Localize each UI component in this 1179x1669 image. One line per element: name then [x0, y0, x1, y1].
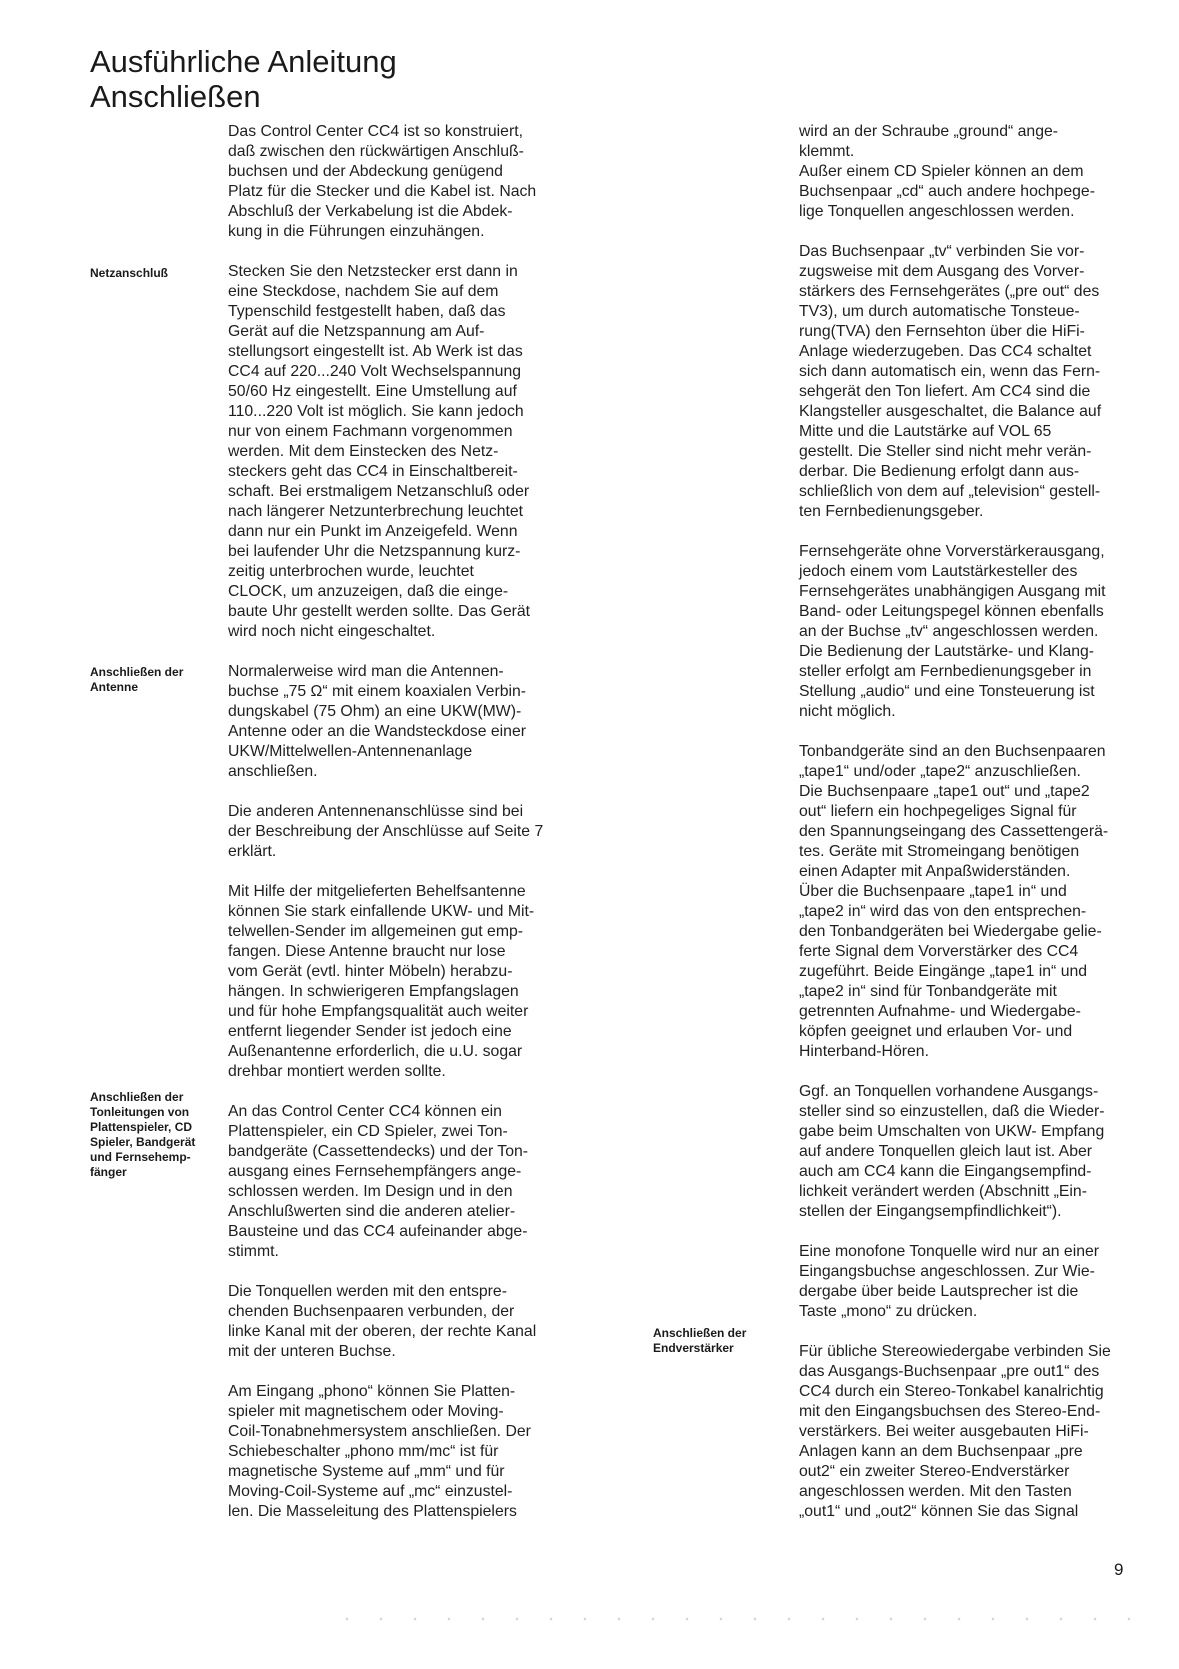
text-line: Bausteine und das CC4 aufeinander abge- [228, 1223, 528, 1240]
right-text-column [799, 122, 1129, 1542]
text-line: nicht möglich. [799, 703, 896, 720]
text-line: Tonbandgeräte sind an den Buchsenpaaren [799, 743, 1106, 760]
paragraph [228, 1282, 568, 1362]
text-line: Eingangsbuchse angeschlossen. Zur Wie- [799, 1263, 1095, 1280]
side-label-tonleitungen [90, 1090, 220, 1180]
text-line: Taste „mono“ zu drücken. [799, 1303, 978, 1320]
text-line: spieler mit magnetischem oder Moving- [228, 1403, 504, 1420]
text-line: Für übliche Stereowiedergabe verbinden Sie [799, 1343, 1111, 1360]
paragraph [799, 542, 1129, 722]
text-line: steller erfolgt am Fernbedienungsgeber in [799, 663, 1092, 680]
paragraph [228, 802, 568, 862]
text-line: Mitte und die Lautstärke auf VOL 65 [799, 423, 1052, 440]
paragraph [228, 1382, 568, 1522]
text-line: dungskabel (75 Ohm) an eine UKW(MW)- [228, 703, 522, 720]
text-line: Fernsehgeräte ohne Vorverstärkerausgang, [799, 543, 1105, 560]
side-label-line: Anschließen der [653, 1326, 747, 1340]
text-line: nach längerer Netzunterbrechung leuchtet [228, 503, 524, 520]
text-line: Die anderen Antennenanschlüsse sind bei [228, 803, 524, 820]
text-line: anschließen. [228, 763, 318, 780]
paragraph [228, 122, 568, 242]
text-line: gabe beim Umschalten von UKW- Empfang [799, 1123, 1105, 1140]
text-line: schlossen werden. Im Design und in den [228, 1183, 513, 1200]
left-text-column [228, 122, 568, 1542]
text-line: bandgeräte (Cassettendecks) und der Ton- [228, 1143, 529, 1160]
side-label-line: Anschließen der [90, 665, 184, 679]
text-line: Anlage wiederzugeben. Das CC4 schaltet [799, 343, 1092, 360]
text-line: Buchsenpaar „cd“ auch andere hochpege- [799, 183, 1095, 200]
text-line: linke Kanal mit der oberen, der rechte Kanal [228, 1323, 537, 1340]
text-line: schließlich von dem auf „television“ gestell- [799, 483, 1101, 500]
text-line: daß zwischen den rückwärtigen Anschluß- [228, 143, 524, 160]
text-line: steller sind so einzustellen, daß die Wieder- [799, 1103, 1105, 1120]
text-line: stärkers des Fernsehgerätes („pre out“ des [799, 283, 1100, 300]
text-line: 110...220 Volt ist möglich. Sie kann jedoch [228, 403, 524, 420]
text-line: Normalerweise wird man die Antennen- [228, 663, 504, 680]
text-line: lichkeit verändert werden (Abschnitt „Ein- [799, 1183, 1087, 1200]
text-line: Eine monofone Tonquelle wird nur an einer [799, 1243, 1100, 1260]
text-line: dergabe über beide Lautsprecher ist die [799, 1283, 1079, 1300]
side-label-line: Spieler, Bandgerät [90, 1135, 196, 1149]
side-label-line: und Fernsehemp- [90, 1150, 191, 1164]
title-line-2: Anschließen [90, 79, 261, 114]
text-line: magnetische Systeme auf „mm“ und für [228, 1463, 505, 1480]
text-line: nur von einem Fachmann vorgenommen [228, 423, 513, 440]
paragraph [799, 1082, 1129, 1222]
text-line: Gerät auf die Netzspannung am Auf- [228, 323, 485, 340]
text-line: Außer einem CD Spieler können an dem [799, 163, 1084, 180]
text-line: bei laufender Uhr die Netzspannung kurz- [228, 543, 521, 560]
text-line: wird an der Schraube „ground“ ange- [799, 123, 1059, 140]
text-line: Anlagen kann an dem Buchsenpaar „pre [799, 1443, 1083, 1460]
paragraph [228, 662, 568, 782]
text-line: CC4 auf 220...240 Volt Wechselspannung [228, 363, 522, 380]
text-line: „out1“ und „out2“ können Sie das Signal [799, 1503, 1079, 1520]
text-line: telwellen-Sender im allgemeinen gut emp- [228, 923, 524, 940]
text-line: einen Adapter mit Anpaßwiderständen. [799, 863, 1071, 880]
side-label-endverstaerker [653, 1326, 783, 1356]
text-line: auf andere Tonquellen gleich laut ist. Aber [799, 1143, 1093, 1160]
text-line: mit den Eingangsbuchsen des Stereo-End- [799, 1403, 1101, 1420]
text-line: wird noch nicht eingeschaltet. [228, 623, 436, 640]
side-label-line: Tonleitungen von [90, 1105, 190, 1119]
text-line: Typenschild festgestellt haben, daß das [228, 303, 506, 320]
text-line: gestellt. Die Steller sind nicht mehr verän- [799, 443, 1092, 460]
text-line: TV3), um durch automatische Tonsteue- [799, 303, 1080, 320]
text-line: Außenantenne erforderlich, die u.U. sogar [228, 1043, 523, 1060]
text-line: entfernt liegender Sender ist jedoch eine [228, 1023, 512, 1040]
text-line: baute Uhr gestellt werden sollte. Das Gerät [228, 603, 531, 620]
text-line: sich dann automatisch ein, wenn das Fern- [799, 363, 1101, 380]
text-line: hängen. In schwierigeren Empfangslagen [228, 983, 519, 1000]
text-line: derbar. Die Bedienung erfolgt dann aus- [799, 463, 1080, 480]
side-label-line: fänger [90, 1165, 127, 1179]
text-line: Abschluß der Verkabelung ist die Abdek- [228, 203, 513, 220]
text-line: getrennten Aufnahme- und Wiedergabe- [799, 1003, 1081, 1020]
text-line: UKW/Mittelwellen-Antennenanlage [228, 743, 473, 760]
text-line: An das Control Center CC4 können ein [228, 1103, 502, 1120]
text-line: der Beschreibung der Anschlüsse auf Seite 7 [228, 823, 544, 840]
paragraph [799, 242, 1129, 522]
text-line: an der Buchse „tv“ angeschlossen werden. [799, 623, 1099, 640]
side-label-netzanschluss [90, 266, 220, 281]
text-line: schaft. Bei erstmaligem Netzanschluß oder [228, 483, 530, 500]
text-line: „tape2 in“ wird das von den entsprechen- [799, 903, 1087, 920]
paragraph [799, 122, 1129, 222]
text-line: len. Die Masseleitung des Plattenspielers [228, 1503, 517, 1520]
text-line: und für hohe Empfangsqualität auch weiter [228, 1003, 529, 1020]
text-line: werden. Mit dem Einstecken des Netz- [228, 443, 499, 460]
text-line: mit der unteren Buchse. [228, 1343, 396, 1360]
paragraph [228, 882, 568, 1082]
text-line: „tape2 in“ sind für Tonbandgeräte mit [799, 983, 1057, 1000]
paragraph [799, 742, 1129, 1062]
text-line: klemmt. [799, 143, 855, 160]
text-line: Schiebeschalter „phono mm/mc“ ist für [228, 1443, 499, 1460]
text-line: Die Tonquellen werden mit den entspre- [228, 1283, 507, 1300]
text-line: Plattenspieler, ein CD Spieler, zwei Ton- [228, 1123, 508, 1140]
text-line: Anschlußwerten sind die anderen atelier- [228, 1203, 516, 1220]
text-line: auch am CC4 kann die Eingangsempfind- [799, 1163, 1092, 1180]
text-line: köpfen geeignet und erlauben Vor- und [799, 1023, 1073, 1040]
text-line: rung(TVA) den Fernsehton über die HiFi- [799, 323, 1085, 340]
text-line: erklärt. [228, 843, 277, 860]
text-line: Ggf. an Tonquellen vorhandene Ausgangs- [799, 1083, 1099, 1100]
text-line: Coil-Tonabnehmersystem anschließen. Der [228, 1423, 531, 1440]
text-line: stimmt. [228, 1243, 279, 1260]
text-line: Über die Buchsenpaare „tape1 in“ und [799, 883, 1067, 900]
text-line: vom Gerät (evtl. hinter Möbeln) herabzu- [228, 963, 513, 980]
paragraph [228, 1102, 568, 1262]
text-line: drehbar montiert werden sollte. [228, 1063, 446, 1080]
text-line: buchse „75 Ω“ mit einem koaxialen Verbin- [228, 683, 527, 700]
text-line: out“ liefern ein hochpegeliges Signal für [799, 803, 1077, 820]
side-label-line: Antenne [90, 680, 138, 694]
text-line: tes. Geräte mit Stromeingang benötigen [799, 843, 1080, 860]
text-line: chenden Buchsenpaaren verbunden, der [228, 1303, 515, 1320]
text-line: Die Bedienung der Lautstärke- und Klang- [799, 643, 1095, 660]
side-label-antenne [90, 665, 220, 695]
text-line: „tape1“ und/oder „tape2“ anzuschließen. [799, 763, 1081, 780]
text-line: CC4 durch ein Stereo-Tonkabel kanalrichtig [799, 1383, 1104, 1400]
text-line: Das Control Center CC4 ist so konstruiert, [228, 123, 523, 140]
text-line: Stellung „audio“ und eine Tonsteuerung ist [799, 683, 1095, 700]
text-line: zugeführt. Beide Eingänge „tape1 in“ und [799, 963, 1088, 980]
text-line: zugsweise mit dem Ausgang des Vorver- [799, 263, 1085, 280]
text-line: CLOCK, um anzuzeigen, daß die einge- [228, 583, 509, 600]
text-line: Band- oder Leitungspegel können ebenfalls [799, 603, 1104, 620]
text-line: verstärkers. Bei weiter ausgebauten HiFi- [799, 1423, 1089, 1440]
text-line: sehgerät den Ton liefert. Am CC4 sind die [799, 383, 1091, 400]
page-number: 9 [1114, 1560, 1124, 1579]
text-line: Mit Hilfe der mitgelieferten Behelfsantenne [228, 883, 526, 900]
text-line: Platz für die Stecker und die Kabel ist. Nach [228, 183, 537, 200]
text-line: stellen der Eingangsempfindlichkeit“). [799, 1203, 1062, 1220]
text-line: fangen. Diese Antenne braucht nur lose [228, 943, 506, 960]
text-line: 50/60 Hz eingestellt. Eine Umstellung auf [228, 383, 517, 400]
text-line: Antenne oder an die Wandsteckdose einer [228, 723, 526, 740]
text-line: Hinterband-Hören. [799, 1043, 929, 1060]
text-line: Fernsehgerätes unabhängigen Ausgang mit [799, 583, 1106, 600]
text-line: ausgang eines Fernsehempfängers ange- [228, 1163, 522, 1180]
paragraph [799, 1342, 1129, 1522]
scan-artifact-dots [330, 1617, 1150, 1621]
text-line: Am Eingang „phono“ können Sie Platten- [228, 1383, 516, 1400]
paragraph [799, 1242, 1129, 1322]
text-line: eine Steckdose, nachdem Sie auf dem [228, 283, 499, 300]
text-line: buchsen und der Abdeckung genügend [228, 163, 503, 180]
text-line: das Ausgangs-Buchsenpaar „pre out1“ des [799, 1363, 1100, 1380]
text-line: Das Buchsenpaar „tv“ verbinden Sie vor- [799, 243, 1085, 260]
text-line: können Sie stark einfallende UKW- und Mit- [228, 903, 535, 920]
text-line: ten Fernbedienungsgeber. [799, 503, 984, 520]
title-line-1: Ausführliche Anleitung [90, 44, 397, 79]
text-line: jedoch einem vom Lautstärkesteller des [799, 563, 1078, 580]
text-line: ferte Signal dem Vorverstärker des CC4 [799, 943, 1079, 960]
text-line: stellungsort eingestellt ist. Ab Werk ist das [228, 343, 523, 360]
text-line: dann nur ein Punkt im Anzeigefeld. Wenn [228, 523, 518, 540]
side-label-line: Anschließen der [90, 1090, 184, 1104]
text-line: den Spannungseingang des Cassettengerä- [799, 823, 1109, 840]
text-line: lige Tonquellen angeschlossen werden. [799, 203, 1075, 220]
text-line: Moving-Coil-Systeme auf „mc“ einzustel- [228, 1483, 513, 1500]
text-line: kung in die Führungen einzuhängen. [228, 223, 485, 240]
text-line: steckers geht das CC4 in Einschaltbereit- [228, 463, 518, 480]
text-line: Stecken Sie den Netzstecker erst dann in [228, 263, 518, 280]
paragraph [228, 262, 568, 642]
page-title [90, 44, 397, 114]
side-label-line: Plattenspieler, CD [90, 1120, 193, 1134]
text-line: den Tonbandgeräten bei Wiedergabe gelie- [799, 923, 1102, 940]
text-line: out2“ ein zweiter Stereo-Endverstärker [799, 1463, 1070, 1480]
text-line: zeitig unterbrochen wurde, leuchtet [228, 563, 474, 580]
side-label-line: Netzanschluß [90, 266, 169, 280]
text-line: angeschlossen werden. Mit den Tasten [799, 1483, 1072, 1500]
side-label-line: Endverstärker [653, 1341, 734, 1355]
text-line: Die Buchsenpaare „tape1 out“ und „tape2 [799, 783, 1090, 800]
text-line: Klangsteller ausgeschaltet, die Balance auf [799, 403, 1102, 420]
